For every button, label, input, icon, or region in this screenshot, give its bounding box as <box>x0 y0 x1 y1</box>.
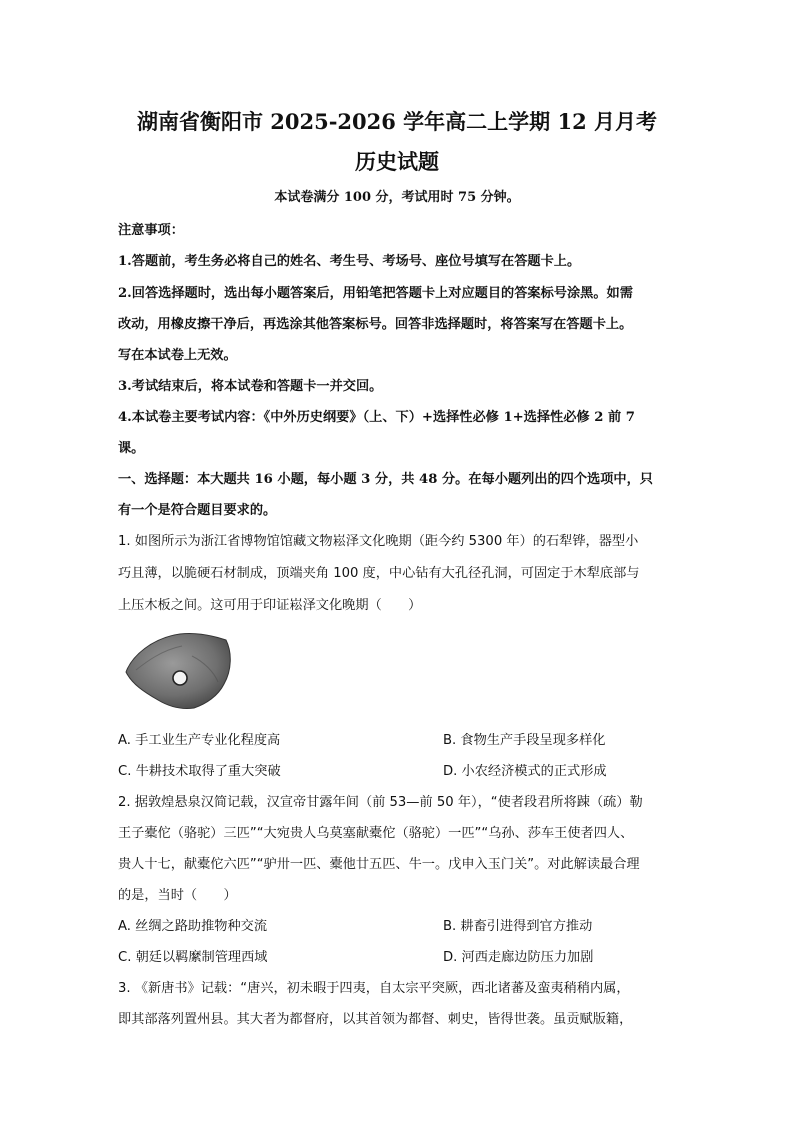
note-line: 1.答题前，考生务必将自己的姓名、考生号、考场号、座位号填写在答题卡上。 <box>118 254 581 269</box>
q1-option-b: B. 食物生产手段呈现多样化 <box>443 733 606 748</box>
note-line: 2.回答选择题时，选出每小题答案后，用铅笔把答题卡上对应题目的答案标号涂黑。如需 <box>118 286 633 301</box>
exam-title: 湖南省衡阳市 2025-2026 学年高二上学期 12 月月考 <box>136 109 658 134</box>
q1-option-d: D. 小农经济模式的正式形成 <box>443 764 607 779</box>
section-heading: 有一个是符合题目要求的。 <box>118 503 277 518</box>
question-1-text: 1. 如图所示为浙江省博物馆馆藏文物崧泽文化晚期（距今约 5300 年）的石犁铧，器型小 <box>118 534 639 549</box>
note-line: 改动，用橡皮擦干净后，再选涂其他答案标号。回答非选择题时，将答案写在答题卡上。 <box>118 317 633 332</box>
q1-option-c: C. 牛耕技术取得了重大突破 <box>118 764 281 779</box>
note-line: 4.本试卷主要考试内容：《中外历史纲要》（上、下）+选择性必修 1+选择性必修 2 前 7 <box>118 410 635 425</box>
question-2-text: 贵人十七，献橐佗六匹”“驴卅一匹、橐他廿五匹、牛一。戊申入玉门关”。对此解读最合理 <box>118 857 640 872</box>
question-2-text: 2. 据敦煌悬泉汉简记载，汉宣帝甘露年间（前 53—前 50 年），“使者段君所将踈（疏）勒 <box>118 795 643 810</box>
note-line: 3.考试结束后，将本试卷和答题卡一并交回。 <box>118 379 383 394</box>
q2-option-b: B. 耕畜引进得到官方推动 <box>443 919 593 934</box>
exam-subtitle: 历史试题 <box>355 149 439 174</box>
question-1-text: 上压木板之间。这可用于印证崧泽文化晚期（ ） <box>118 598 422 613</box>
question-3-text: 3. 《新唐书》记载：“唐兴，初未暇于四夷，自太宗平突厥，西北诸蕃及蛮夷稍稍内属， <box>118 981 630 996</box>
section-heading: 一、选择题：本大题共 16 小题，每小题 3 分，共 48 分。在每小题列出的四个选项中，只 <box>118 472 653 487</box>
q2-option-a: A. 丝绸之路助推物种交流 <box>118 919 268 934</box>
stone-plowshare-image <box>122 626 234 712</box>
question-2-text: 的是，当时（ ） <box>118 888 237 903</box>
notes-heading: 注意事项： <box>118 223 184 238</box>
question-1-text: 巧且薄，以脆硬石材制成，顶端夹角 100 度，中心钻有大孔径孔洞，可固定于木犁底部与 <box>118 566 640 581</box>
question-3-text: 即其部落列置州县。其大者为都督府，以其首领为都督、刺史，皆得世袭。虽贡赋版籍， <box>118 1012 633 1027</box>
q2-option-c: C. 朝廷以羁縻制管理西域 <box>118 950 268 965</box>
note-line: 写在本试卷上无效。 <box>118 348 237 363</box>
q1-option-a: A. 手工业生产专业化程度高 <box>118 733 281 748</box>
exam-info: 本试卷满分 100 分，考试用时 75 分钟。 <box>274 190 520 205</box>
q2-option-d: D. 河西走廊边防压力加剧 <box>443 950 594 965</box>
question-2-text: 王子橐佗（骆驼）三匹”“大宛贵人乌莫塞献橐佗（骆驼）一匹”“乌孙、莎车王使者四人、 <box>118 826 634 841</box>
note-line: 课。 <box>118 441 145 456</box>
